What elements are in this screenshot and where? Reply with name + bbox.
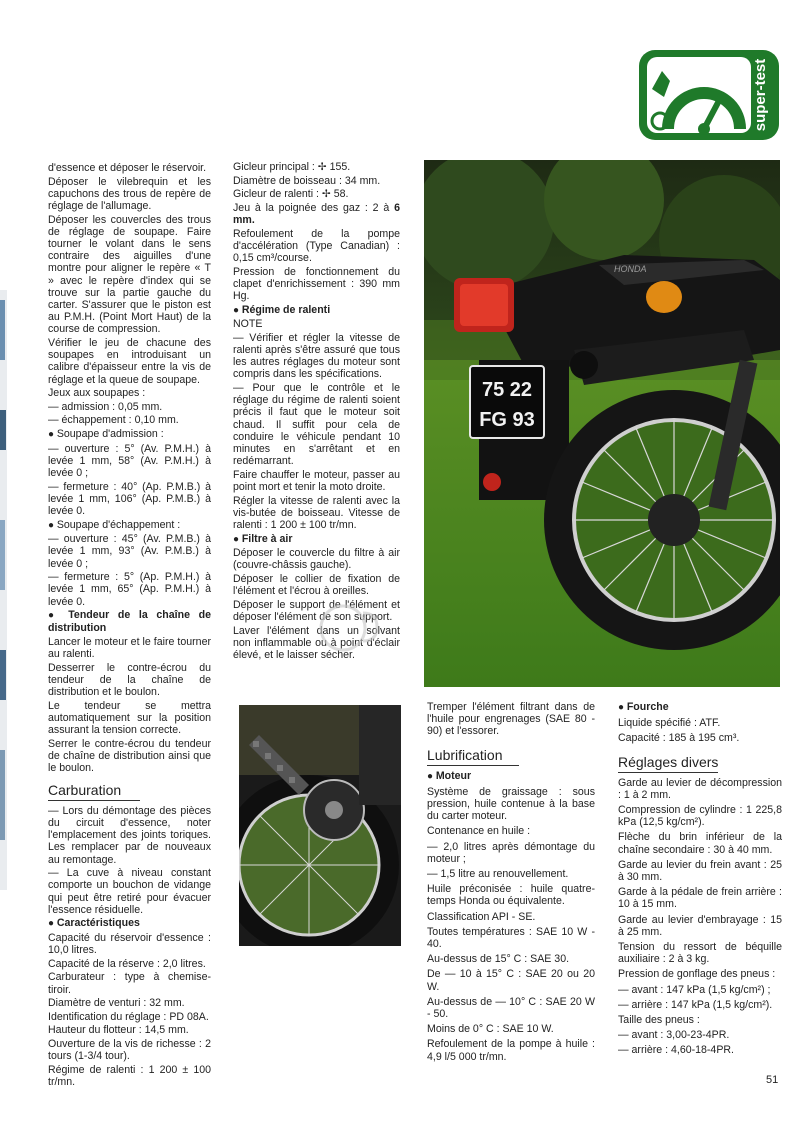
super-test-logo-text: super-test (752, 58, 769, 132)
paragraph: — 1,5 litre au renouvellement. (427, 868, 569, 881)
paragraph: — admission : 0,05 mm. (48, 400, 163, 413)
plate-line-1: 75 22 (481, 379, 533, 401)
paragraph: Lancer le moteur et le faire tourner au ralenti. (48, 635, 211, 661)
subheading: ● Filtre à air (233, 533, 400, 546)
paragraph: d'essence et déposer le réservoir. (48, 162, 207, 174)
text-column-3 (427, 701, 595, 1066)
paragraph: Serrer le contre-écrou du tendeur de chaîne de distribution ainsi que le boulon. (48, 737, 211, 775)
subheading: ● Régime de ralenti (233, 304, 400, 317)
paragraph: Gicleur de ralenti : ✢ 58. (233, 188, 349, 201)
paragraph: Refoulement de la pompe d'accélération (Type Canadian) : 0,15 cm³/course. (233, 227, 400, 264)
text-span: Jeu à la poignée des gaz : 2 à (233, 201, 395, 214)
paragraph: Refoulement de la pompe à huile : 4,9 l/5 000 tr/mn. (427, 1038, 595, 1063)
paragraph: — La cuve à niveau constant comporte un bouchon de vidange qui peut être retiré pour évacuer l'essence résiduelle. (48, 867, 211, 916)
paragraph: Moins de 0° C : SAE 10 W. (427, 1023, 554, 1036)
paragraph: De — 10 à 15° C : SAE 20 ou 20 W. (427, 968, 595, 993)
paragraph: Le tendeur se mettra automatiquement sur la position assurant la tension correcte. (48, 699, 211, 737)
super-test-logo (638, 49, 780, 141)
paragraph: Gicleur principal : ✢ 155. (233, 161, 351, 173)
paragraph: — fermeture : 5° (Ap. P.M.H.) à levée 1 mm, 65° (Ap. P.M.H.) à levée 0. (48, 571, 211, 608)
paragraph: Diamètre de boisseau : 34 mm. (233, 174, 381, 187)
paragraph: Identification du réglage : PD 08A. (48, 1010, 209, 1023)
paragraph: Régime de ralenti : 1 200 ± 100 tr/mn. (48, 1063, 211, 1088)
seat-brand-text: HONDA (614, 264, 647, 274)
paragraph: Diamètre de venturi : 32 mm. (48, 997, 185, 1010)
motorcycle-rear-photo (424, 160, 780, 687)
section-heading-lubrification: Lubrification (427, 747, 519, 766)
paragraph: Taille des pneus : (618, 1014, 700, 1027)
paragraph: Régler la vitesse de ralenti avec la vis-butée de boisseau. Vitesse de ralenti : 1 200 ± 100 tr/mn. (233, 494, 400, 531)
paragraph: — fermeture : 40° (Ap. P.M.B.) à levée 1 mm, 106° (Ap. P.M.B.) à levée 0. (48, 480, 211, 517)
subheading: ● Tendeur de la chaîne de distribution (48, 609, 211, 634)
paragraph: Capacité du réservoir d'essence : 10,0 litres. (48, 931, 211, 957)
paragraph: Desserrer le contre-écrou du tendeur de la chaîne de distribution et le boulon. (48, 661, 211, 699)
bullet-item: ● Soupape d'admission : (48, 428, 211, 441)
text-column-4 (618, 701, 782, 1060)
paragraph: Pression de fonctionnement du clapet d'enrichissement : 390 mm Hg. (233, 265, 400, 302)
paragraph: Garde à la pédale de frein arrière : 10 à 15 mm. (618, 886, 782, 911)
paragraph (233, 202, 400, 226)
paragraph: Capacité de la réserve : 2,0 litres. (48, 957, 206, 970)
paragraph: Déposer les couvercles des trous de réglage de soupape. Faire tourner le volant dans le sens contraire des aiguilles d'une montre pour aligner le repère « T » avec le repère d'index qui se trouve sur la partie gauche du carter. S'assurer que le piston est au P.M.H. (Point Mort Haut) de la course de compression. (48, 213, 211, 336)
paragraph: — arrière : 147 kPa (1,5 kg/cm²). (618, 998, 773, 1011)
paragraph: — Pour que le contrôle et le réglage du régime de ralenti soient précis il faut que le moteur soit chaud. Il suffit pour cela de conduire le véhicule pendant 10 minutes en s'arrêtant et en redémarrant. (233, 381, 400, 468)
paragraph: Garde au levier d'embrayage : 15 à 25 mm. (618, 913, 782, 938)
paragraph: NOTE (233, 318, 263, 331)
paragraph: — ouverture : 45° (Av. P.M.B.) à levée 1 mm, 93° (Av. P.M.B.) à levée 0 ; (48, 533, 211, 570)
plate-line-2: FG 93 (479, 409, 535, 431)
paragraph: Système de graissage : sous pression, huile contenue à la base du carter moteur. (427, 785, 595, 823)
paragraph: Vérifier le jeu de chacune des soupapes en introduisant un calibre d'épaisseur entre la vis de réglage et la queue de soupape. (48, 337, 211, 386)
text-column-2 (233, 161, 400, 663)
paragraph: Carburateur : type à chemise-tiroir. (48, 971, 211, 996)
paragraph: Déposer le collier de fixation de l'élément et l'écrou à oreilles. (233, 572, 400, 598)
paragraph: Déposer le couvercle du filtre à air (couvre-châssis gauche). (233, 547, 400, 572)
paragraph: Au-dessus de — 10° C : SAE 20 W - 50. (427, 995, 595, 1021)
paragraph: Liquide spécifié : ATF. (618, 717, 721, 730)
paragraph: Jeux aux soupapes : (48, 387, 146, 400)
page-edge-strip (0, 290, 7, 890)
paragraph: Déposer le support de l'élément et déposer l'élément de son support. (233, 598, 400, 623)
subheading: ● Fourche (618, 701, 782, 714)
section-heading-carburation: Carburation (48, 782, 140, 801)
paragraph: Ouverture de la vis de richesse : 2 tours (1-3/4 tour). (48, 1037, 211, 1063)
paragraph: — échappement : 0,10 mm. (48, 414, 179, 427)
paragraph: Flèche du brin inférieur de la chaîne secondaire : 30 à 40 mm. (618, 831, 782, 856)
paragraph: Laver l'élément dans un solvant non inflammable ou à point d'éclair élevé, et le laisser sécher. (233, 624, 400, 661)
paragraph: Hauteur du flotteur : 14,5 mm. (48, 1024, 189, 1037)
rear-wheel-chain-photo (239, 705, 401, 946)
paragraph: — 2,0 litres après démontage du moteur ; (427, 840, 595, 865)
paragraph: Au-dessus de 15° C : SAE 30. (427, 953, 570, 966)
paragraph: Pression de gonflage des pneus : (618, 968, 776, 981)
paragraph: — avant : 3,00-23-4PR. (618, 1029, 730, 1042)
paragraph: Toutes températures : SAE 10 W - 40. (427, 925, 595, 951)
paragraph: — avant : 147 kPa (1,5 kg/cm²) ; (618, 983, 771, 996)
paragraph: — arrière : 4,60-18-4PR. (618, 1044, 734, 1057)
paragraph: Classification API - SE. (427, 910, 536, 923)
paragraph: Tremper l'élément filtrant dans de l'huile pour engrenages (SAE 80 - 90) et l'essorer. (427, 701, 595, 738)
subheading: ● Moteur (427, 770, 595, 783)
subheading: ● Caractéristiques (48, 917, 211, 930)
section-heading-reglages-divers: Réglages divers (618, 754, 718, 773)
paragraph: Compression de cylindre : 1 225,8 kPa (12,5 kg/cm²). (618, 804, 782, 829)
text-column-1 (48, 162, 211, 1090)
bullet-item: ● Soupape d'échappement : (48, 519, 211, 532)
text-span-bold: 6 mm. (233, 201, 400, 226)
paragraph: Garde au levier de décompression : 1 à 2 mm. (618, 776, 782, 801)
paragraph: Contenance en huile : (427, 825, 531, 838)
page-number: 51 (766, 1074, 779, 1086)
paragraph: — Lors du démontage des pièces du circuit d'essence, noter l'emplacement des joints toriques. Les remplacer par de nouveaux au remontage. (48, 804, 211, 866)
paragraph: — ouverture : 5° (Av. P.M.H.) à levée 1 mm, 58° (Av. P.M.H.) à levée 0 ; (48, 442, 211, 479)
paragraph: Faire chauffer le moteur, passer au point mort et tenir la moto droite. (233, 468, 400, 493)
paragraph: Tension du ressort de béquille auxiliaire : 2 à 3 kg. (618, 941, 782, 966)
paragraph: Capacité : 185 à 195 cm³. (618, 732, 740, 745)
paragraph: — Vérifier et régler la vitesse de ralenti après s'être assuré que tous les autres réglages du moteur sont compris dans les spécifications. (233, 331, 400, 381)
paragraph: Déposer le vilebrequin et les capuchons des trous de repère de réglage de l'allumage. (48, 175, 211, 212)
watermark-graphic (303, 593, 403, 663)
paragraph: Huile préconisée : huile quatre-temps Honda ou équivalente. (427, 883, 595, 908)
paragraph: Garde au levier du frein avant : 25 à 30 mm. (618, 858, 782, 884)
